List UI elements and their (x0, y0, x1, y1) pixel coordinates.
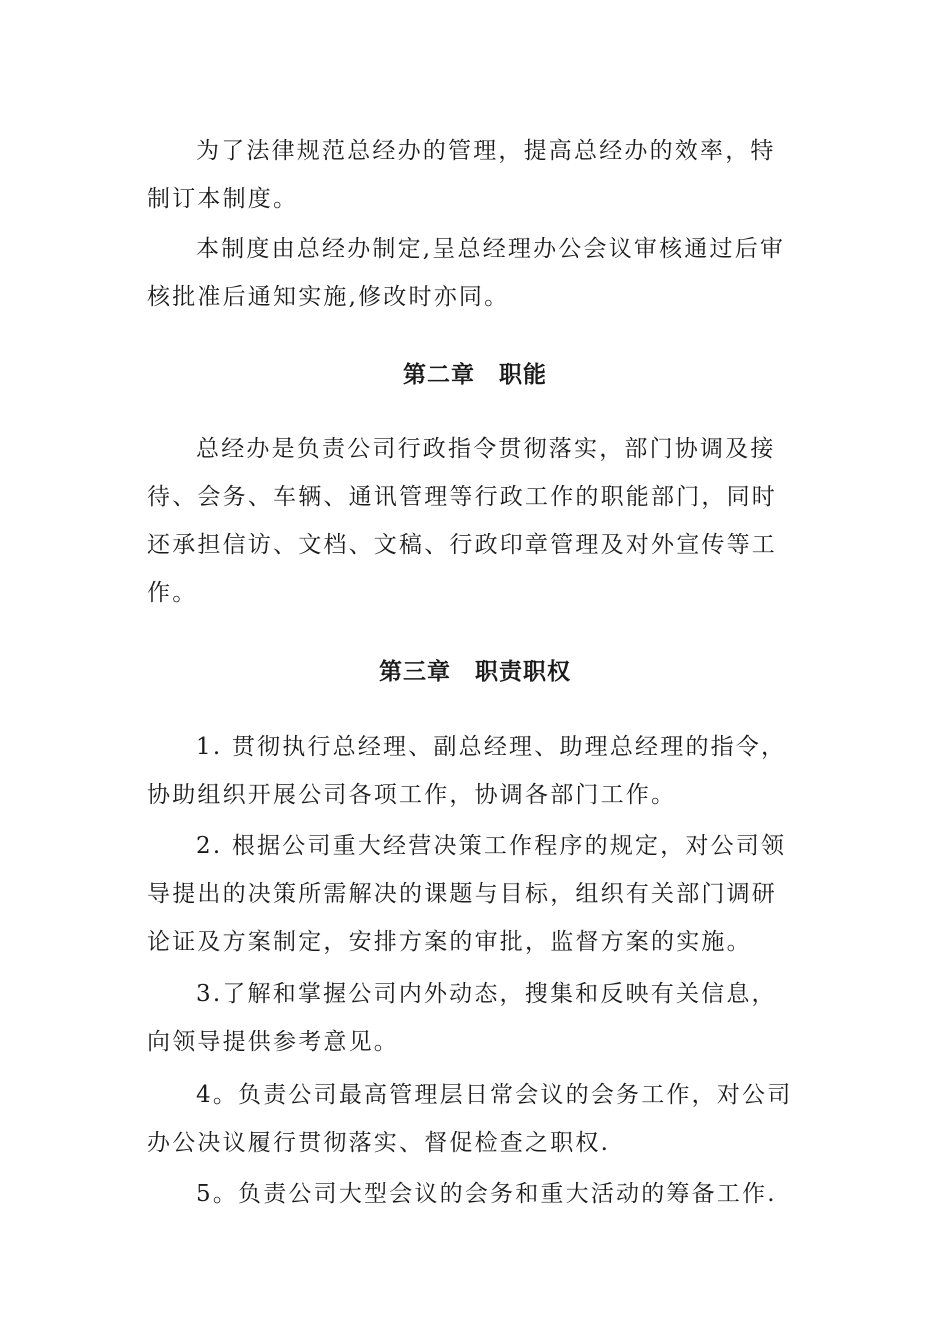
list-item-4 (147, 1071, 807, 1167)
text-line: 4。负责公司最高管理层日常会议的会务工作，对公司 (196, 1082, 793, 1108)
list-item-1 (147, 723, 807, 819)
list-item-3 (147, 970, 807, 1066)
text-line: 核批准后通知实施,修改时亦同。 (147, 284, 510, 310)
text-line: 作。 (147, 580, 198, 606)
text-line: 导提出的决策所需解决的课题与目标，组织有关部门调研 (147, 881, 777, 907)
paragraph-approval (147, 225, 807, 321)
chapter-2-heading: 第二章 职能 (403, 362, 547, 388)
chapter-3-heading: 第三章 职责职权 (379, 659, 571, 685)
text-line: 3.了解和掌握公司内外动态，搜集和反映有关信息， (196, 981, 777, 1007)
text-line: 本制度由总经办制定,呈总经理办公会议审核通过后审 (196, 236, 786, 262)
paragraph-purpose (147, 127, 807, 223)
text-line: 协助组织开展公司各项工作，协调各部门工作。 (147, 782, 677, 808)
list-item-2 (147, 822, 807, 966)
text-line: 向领导提供参考意见。 (147, 1029, 399, 1055)
paragraph-functions (147, 425, 807, 617)
text-line: 5。负责公司大型会议的会务和重大活动的筹备工作. (196, 1181, 777, 1207)
text-line: 1. 贯彻执行总经理、副总经理、助理总经理的指令， (196, 734, 787, 760)
text-line: 为了法律规范总经办的管理，提高总经办的效率，特 (196, 138, 776, 164)
text-line: 制订本制度。 (147, 186, 299, 212)
text-line: 2. 根据公司重大经营决策工作程序的规定，对公司领 (196, 833, 787, 859)
text-line: 总经办是负责公司行政指令贯彻落实，部门协调及接 (196, 436, 776, 462)
text-line: 待、会务、车辆、通讯管理等行政工作的职能部门，同时 (147, 484, 777, 510)
list-item-5 (147, 1170, 807, 1218)
text-line: 还承担信访、文档、文稿、行政印章管理及对外宣传等工 (147, 532, 777, 558)
text-line: 办公决议履行贯彻落实、督促检查之职权. (147, 1130, 611, 1156)
text-line: 论证及方案制定，安排方案的审批，监督方案的实施。 (147, 929, 752, 955)
